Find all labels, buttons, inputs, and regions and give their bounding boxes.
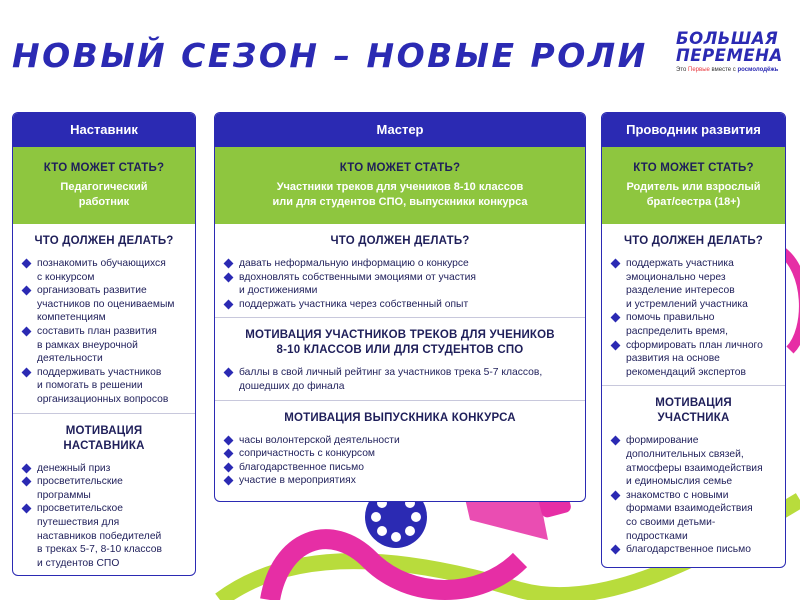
diamond-bullet-icon [224,299,234,309]
card-section [602,385,785,562]
section-title-line: 8-10 КЛАССОВ ИЛИ ДЛЯ СТУДЕНТОВ СПО [276,344,524,357]
list-item-line: путешествия для [37,516,120,528]
list-item [225,447,575,461]
list-item [225,461,575,475]
list-item [612,434,775,488]
list-item-line: формирование [626,435,699,447]
list-item-line: с конкурсом [37,271,95,283]
logo [676,30,800,73]
list-item [23,284,185,325]
list-item-line: организационных вопросов [37,393,169,405]
section-title [612,396,775,426]
list-item-line: разделение интересов [626,285,735,297]
card-header: Мастер [215,113,585,147]
page-title: НОВЫЙ СЕЗОН – НОВЫЕ РОЛИ [12,36,648,75]
section-title-line: МОТИВАЦИЯ [65,424,143,437]
section-title-line: МОТИВАЦИЯ ВЫПУСКНИКА КОНКУРСА [284,411,516,424]
diamond-bullet-icon [611,436,621,446]
list-item-line: вдохновлять собственными эмоциями от участия [239,271,476,283]
list-item-line: составить план развития [37,325,157,337]
who-can-answer [602,180,785,210]
bullet-list [23,462,185,571]
who-can-answer-line: или для студентов СПО, выпускники конкурса [272,196,528,208]
list-item [23,462,185,476]
logo-line-1: БОЛЬШАЯ [676,29,779,48]
list-item [225,366,575,393]
bullet-list [23,257,185,407]
logo-sub-mid: вместе с [711,67,736,73]
list-item-line: поддержать участника через собственный опыт [239,298,469,310]
diamond-bullet-icon [22,463,32,473]
list-item-line: баллы в свой личный рейтинг за участников трека 5-7 классов, [239,367,543,379]
role-card [601,112,786,568]
list-item-line: давать неформальную информацию о конкурсе [239,258,469,269]
diamond-bullet-icon [22,367,32,377]
list-item-line: благодарственное письмо [626,544,751,556]
bullet-list [612,257,775,379]
diamond-bullet-icon [611,259,621,269]
who-can-title: КТО МОЖЕТ СТАТЬ? [43,162,165,174]
diamond-bullet-icon [224,368,234,378]
list-item [23,502,185,570]
section-title [23,234,185,249]
diamond-bullet-icon [224,435,234,445]
section-title-line: ЧТО ДОЛЖЕН ДЕЛАТЬ? [330,235,470,247]
section-title [225,328,575,358]
card-section [13,413,195,576]
list-item-line: организовать развитие [37,285,147,297]
list-item-line: рекомендаций экспертов [626,366,746,378]
who-can-block [215,147,585,224]
list-item-line: поддерживать участников [37,366,162,378]
list-item-line: знакомство с новыми [626,489,729,501]
diamond-bullet-icon [22,327,32,337]
diamond-bullet-icon [224,476,234,486]
list-item-line: и студентов СПО [37,557,120,569]
list-item-line: программы [37,489,91,501]
bullet-list [225,434,575,488]
list-item [612,543,775,557]
list-item-line: дошедших до финала [239,380,345,392]
card-header: Наставник [13,113,195,147]
section-title-line: МОТИВАЦИЯ УЧАСТНИКОВ ТРЕКОВ ДЛЯ УЧЕНИКОВ [245,329,555,342]
section-title-line: УЧАСТНИКА [657,412,730,425]
list-item-line: эмоционально через [626,271,726,283]
list-item [23,475,185,502]
card-section [215,400,585,494]
list-item [225,298,575,312]
list-item-line: атмосферы взаимодействия [626,462,763,474]
list-item [23,257,185,284]
list-item-line: и помогать в решении [37,380,143,392]
magenta-ribbon [270,539,520,600]
bullet-list [612,434,775,556]
diamond-bullet-icon [22,286,32,296]
who-can-answer-line: брат/сестра (18+) [646,196,741,208]
card-section [13,224,195,413]
list-item [612,489,775,543]
logo-sub-prefix: Это [676,67,687,73]
who-can-answer-line: Родитель или взрослый [626,181,761,193]
list-item [225,271,575,298]
section-title [225,411,575,426]
list-item-line: в рамках внеурочной [37,339,138,351]
section-title [612,234,775,249]
list-item-line: просветительское [37,503,123,515]
diamond-bullet-icon [224,259,234,269]
logo-sub-first: Первые [688,67,710,73]
who-can-answer-line: Участники треков для учеников 8-10 классов [276,181,524,193]
section-title [23,424,185,454]
who-can-title: КТО МОЖЕТ СТАТЬ? [633,162,754,174]
list-item-line: сопричастность с конкурсом [239,448,375,460]
diamond-bullet-icon [611,545,621,555]
list-item [612,311,775,338]
section-title-line: МОТИВАЦИЯ [655,397,732,410]
card-section [215,317,585,399]
list-item-line: формами взаимодействия [626,503,753,515]
list-item-line: дополнительных связей, [626,448,744,460]
who-can-answer [215,180,585,210]
list-item-line: и единомыслия семье [626,476,733,488]
diamond-bullet-icon [22,259,32,269]
diamond-bullet-icon [611,313,621,323]
list-item [612,257,775,311]
section-title-line: ЧТО ДОЛЖЕН ДЕЛАТЬ? [34,235,174,247]
logo-subtitle [676,67,800,73]
list-item-line: поддержать участника [626,258,734,269]
list-item-line: участие в мероприятиях [239,475,356,487]
role-card [214,112,586,502]
diamond-bullet-icon [224,272,234,282]
list-item-line: просветительские [37,476,123,488]
diamond-bullet-icon [224,449,234,459]
section-title-line: ЧТО ДОЛЖЕН ДЕЛАТЬ? [623,235,764,247]
list-item [225,434,575,448]
list-item-line: благодарственное письмо [239,461,364,473]
who-can-answer-line: работник [78,196,130,208]
bullet-list [225,366,575,393]
section-title-line: НАСТАВНИКА [63,439,145,452]
list-item-line: подростками [626,530,688,542]
list-item-line: сформировать план личного [626,339,763,351]
logo-line-2: ПЕРЕМЕНА [676,46,783,65]
who-can-title: КТО МОЖЕТ СТАТЬ? [339,162,461,174]
who-can-block [602,147,785,224]
list-item-line: компетенциям [37,312,106,324]
card-header: Проводник развития [602,113,785,147]
diamond-bullet-icon [611,340,621,350]
who-can-answer-line: Педагогический [60,181,148,193]
diamond-bullet-icon [611,490,621,500]
list-item-line: деятельности [37,353,103,365]
list-item-line: и достижениями [239,285,318,297]
list-item-line: познакомить обучающихся [37,258,166,269]
bullet-list [225,257,575,311]
list-item [23,366,185,407]
role-card [12,112,196,576]
section-title [225,234,575,249]
list-item-line: наставников победителей [37,530,162,542]
diamond-bullet-icon [22,477,32,487]
card-section [215,224,585,317]
diamond-bullet-icon [224,462,234,472]
list-item-line: помочь правильно [626,312,715,324]
list-item [23,325,185,366]
list-item-line: денежный приз [37,462,111,474]
list-item-line: развития на основе [626,353,720,365]
list-item-line: в треках 5-7, 8-10 классов [37,544,163,556]
card-section [602,224,785,385]
who-can-block [13,147,195,224]
diamond-bullet-icon [22,504,32,514]
list-item [225,257,575,271]
list-item-line: распределить время, [626,325,728,337]
list-item-line: часы волонтерской деятельности [239,434,400,446]
logo-sub-ros: росмолодёжь [737,67,779,73]
list-item-line: со своими детьми- [626,516,716,528]
list-item-line: и устремлений участника [626,298,748,310]
list-item [225,474,575,488]
list-item [612,339,775,380]
list-item-line: участников по оцениваемым [37,298,175,310]
who-can-answer [13,180,195,210]
